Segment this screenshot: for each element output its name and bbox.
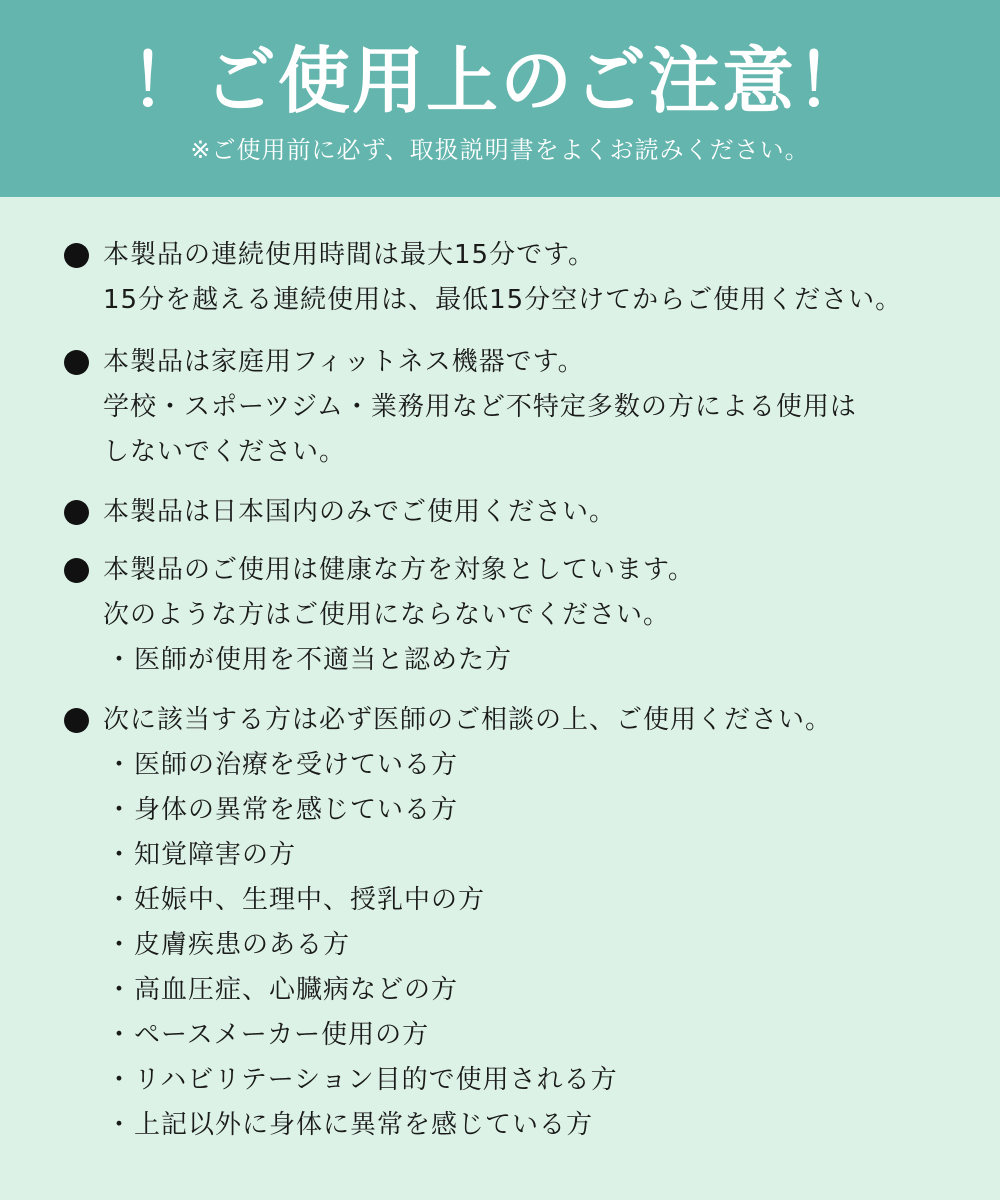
sub-item xyxy=(106,640,512,680)
page-subtitle: ※ご使用前に必ず、取扱説明書をよくお読みください。 xyxy=(190,136,810,164)
bullet-icon xyxy=(64,350,89,375)
caution-list xyxy=(0,197,1000,1200)
sub-bullet: ・ xyxy=(106,750,134,780)
sub-item xyxy=(106,1015,429,1055)
sub-bullet: ・ xyxy=(106,795,134,825)
sub-item xyxy=(106,835,296,875)
sub-bullet: ・ xyxy=(106,840,134,870)
sub-item-text: 知覚障害の方 xyxy=(134,840,297,870)
caution-text: しないでください。 xyxy=(103,437,347,467)
caution-text: 本製品のご使用は健康な方を対象としています。 xyxy=(103,555,695,585)
sub-item-text: 妊娠中、生理中、授乳中の方 xyxy=(134,885,486,915)
sub-bullet: ・ xyxy=(106,885,134,915)
sub-item-text: 上記以外に身体に異常を感じている方 xyxy=(134,1110,594,1140)
caution-text: 次に該当する方は必ず医師のご相談の上、ご使用ください。 xyxy=(103,705,833,735)
sub-item xyxy=(106,790,458,830)
caution-text: 15分を越える連続使用は、最低15分空けてからご使用ください。 xyxy=(103,285,903,315)
bullet-icon xyxy=(64,500,89,525)
page-title: ！ご使用上のご注意！ xyxy=(129,39,870,123)
sub-item-text: 医師が使用を不適当と認めた方 xyxy=(134,645,513,675)
sub-item xyxy=(106,925,350,965)
bullet-icon xyxy=(64,558,89,583)
sub-bullet: ・ xyxy=(106,930,134,960)
sub-bullet: ・ xyxy=(106,975,134,1005)
sub-item xyxy=(106,970,458,1010)
caution-text: 学校・スポーツジム・業務用など不特定多数の方による使用は xyxy=(103,392,857,422)
caution-text: 本製品の連続使用時間は最大15分です。 xyxy=(103,240,596,270)
sub-item xyxy=(106,1105,593,1145)
sub-item-text: 高血圧症、心臓病などの方 xyxy=(134,975,459,1005)
caution-text: 次のような方はご使用にならないでください。 xyxy=(103,600,671,630)
bullet-icon xyxy=(64,243,89,268)
sub-item xyxy=(106,745,458,785)
caution-text: 本製品は家庭用フィットネス機器です。 xyxy=(103,347,585,377)
header-banner xyxy=(0,0,1000,197)
sub-item-text: ペースメーカー使用の方 xyxy=(134,1020,430,1050)
sub-item xyxy=(106,880,485,920)
sub-bullet: ・ xyxy=(106,1065,134,1095)
sub-bullet: ・ xyxy=(106,645,134,675)
sub-item-text: 皮膚疾患のある方 xyxy=(134,930,351,960)
bullet-icon xyxy=(64,708,89,733)
sub-item-text: 医師の治療を受けている方 xyxy=(134,750,459,780)
sub-item-text: リハビリテーション目的で使用される方 xyxy=(134,1065,618,1095)
sub-item xyxy=(106,1060,618,1100)
sub-bullet: ・ xyxy=(106,1110,134,1140)
sub-item-text: 身体の異常を感じている方 xyxy=(134,795,459,825)
caution-text: 本製品は日本国内のみでご使用ください。 xyxy=(103,497,617,527)
sub-bullet: ・ xyxy=(106,1020,134,1050)
